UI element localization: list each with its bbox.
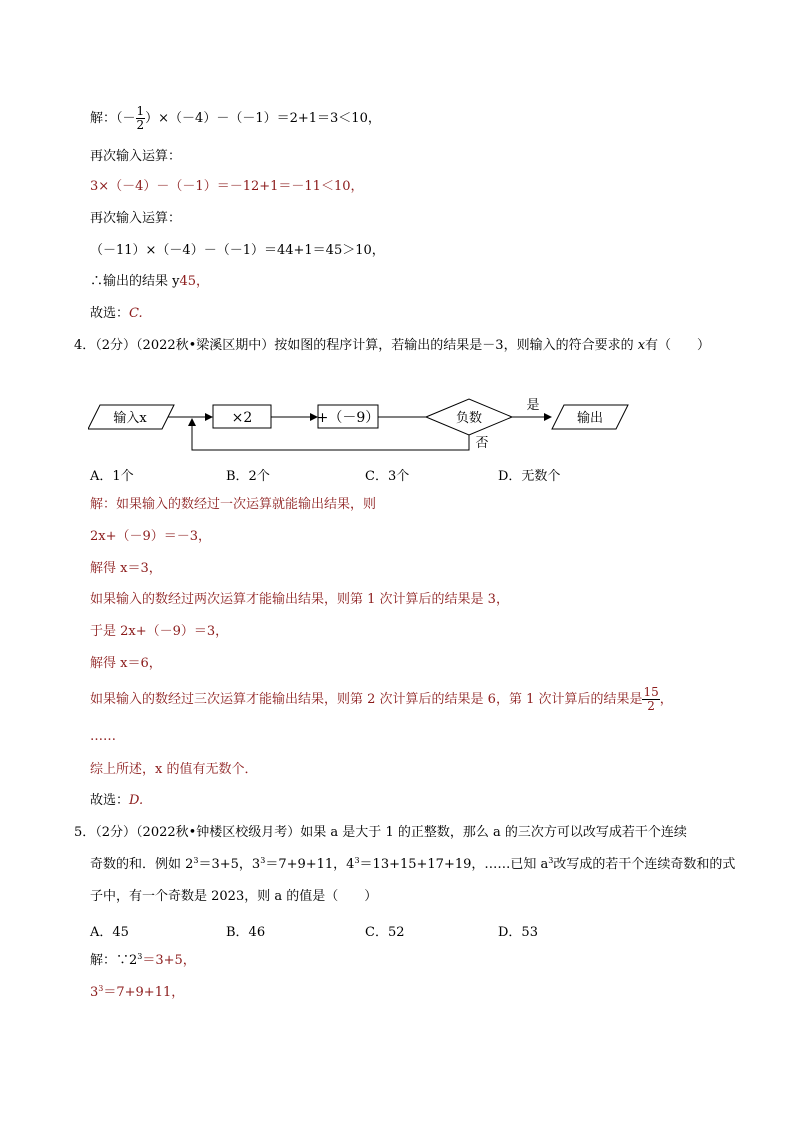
q5-sol-1-post: ＝3+5， (142, 953, 196, 968)
q4-option-a: A．1个 (90, 469, 134, 484)
q5-sol-1 (90, 952, 196, 970)
q5-sol-2 (90, 984, 184, 1002)
q4-sol-4: 如果输入的数经过两次运算才能输出结果，则第 1 次计算后的结果是 3， (90, 592, 509, 607)
q4-sol-8: …… (90, 729, 116, 744)
add-label: +（－9） (316, 410, 380, 426)
q5-sol-2-pre: 3 (90, 985, 99, 1000)
q4-option-c: C．3个 (365, 469, 410, 484)
q4-answer-choice: D. (129, 793, 144, 808)
q4-sol-6: 解得 x＝6， (90, 656, 162, 671)
q3-step-3: （－11）×（－4）－（－1）＝44+1＝45＞10， (90, 243, 385, 258)
q3-sol1-post: ）×（－4）－（－1）＝2+1＝3＜10， (145, 111, 381, 126)
q5-sol-2-post: ＝7+9+11， (103, 985, 185, 1000)
fraction-numerator: 15 (643, 685, 659, 699)
q3-sol1-pre: 解：（－ (90, 111, 136, 126)
no-label: 否 (475, 436, 489, 451)
q3-answer (90, 305, 143, 323)
answer-label: 故选： (90, 793, 130, 808)
superscript: 3 (98, 984, 104, 993)
q5-stem-2e: 改写成的若干个连续奇数和的式 (553, 857, 736, 872)
q5-option-a: A．45 (90, 925, 129, 940)
fraction-fifteen-halves (642, 686, 659, 713)
q5-stem-2c: ＝7+9+11，4 (265, 857, 355, 872)
q5-stem-1: 5．（2分）（2022秋•钟楼区校级月考）如果 a 是大于 1 的正整数，那么 a 的三次方可以改写成若干个连续 (74, 825, 687, 840)
q3-solution-line1 (90, 105, 381, 132)
q4-stem-pre: 4．（2分）（2022秋•梁溪区期中）按如图的程序计算，若输出的结果是－3，则输入的符合要求的 (74, 338, 638, 353)
condition-label: 负数 (455, 411, 483, 426)
q4-sol-7-pre: 如果输入的数经过三次运算才能输出结果，则第 2 次计算后的结果是 6，第 1 次计算后的结果是 (90, 692, 643, 707)
q5-option-c: C．52 (365, 925, 405, 940)
q4-stem-variable: x (637, 338, 646, 353)
q3-answer-choice: C. (129, 306, 143, 321)
q4-option-b: B．2个 (226, 469, 270, 484)
q4-option-d: D．无数个 (498, 469, 561, 484)
q4-stem-post: 有（ ） (645, 338, 711, 353)
q4-stem (74, 337, 710, 355)
fraction-denominator: 2 (136, 118, 145, 132)
q5-option-b: B．46 (226, 925, 266, 940)
q4-sol-1: 解：如果输入的数经过一次运算就能输出结果，则 (90, 497, 377, 512)
superscript: 3 (354, 856, 360, 865)
fraction-denominator: 2 (647, 699, 655, 713)
q5-stem-2d: ＝13+15+17+19，……已知 a (359, 857, 549, 872)
q3-result (90, 273, 209, 291)
q5-sol-1-pre: 解：∵2 (90, 953, 138, 968)
q4-sol-9: 综上所述，x 的值有无数个． (90, 762, 258, 777)
q3-again-2: 再次输入运算： (90, 211, 182, 226)
q5-stem-2b: ＝3+5，3 (198, 857, 261, 872)
q4-sol-5: 于是 2x+（－9）＝3， (90, 624, 229, 639)
fraction-numerator: 1 (136, 104, 145, 118)
q5-stem-2 (90, 856, 735, 874)
yes-label: 是 (526, 398, 540, 413)
q4-sol-3: 解得 x＝3， (90, 561, 162, 576)
multiply-label: ×2 (231, 410, 253, 426)
superscript: 3 (548, 856, 554, 865)
superscript: 3 (137, 952, 143, 961)
q5-stem-3: 子中，有一个奇数是 2023，则 a 的值是（ ） (90, 889, 378, 904)
q5-stem-2a: 奇数的和．例如 2 (90, 857, 194, 872)
answer-label: 故选： (90, 306, 130, 321)
q4-sol-2: 2x+（－9）＝－3， (90, 529, 212, 544)
q4-sol-7-post: ， (659, 692, 673, 707)
superscript: 3 (260, 856, 266, 865)
q3-result-value: 45， (179, 274, 210, 289)
q5-option-d: D．53 (498, 925, 538, 940)
q3-result-text: ∴输出的结果 y (90, 274, 180, 289)
superscript: 3 (193, 856, 199, 865)
q4-flowchart (88, 392, 648, 464)
q4-answer (90, 792, 143, 810)
output-label: 输出 (576, 411, 604, 426)
q4-sol-7 (90, 686, 673, 713)
fraction-half (136, 105, 146, 132)
input-label: 输入x (113, 411, 147, 426)
q3-again-1: 再次输入运算： (90, 149, 182, 164)
q3-step-2: 3×（－4）－（－1）＝－12+1＝－11＜10， (90, 179, 364, 194)
